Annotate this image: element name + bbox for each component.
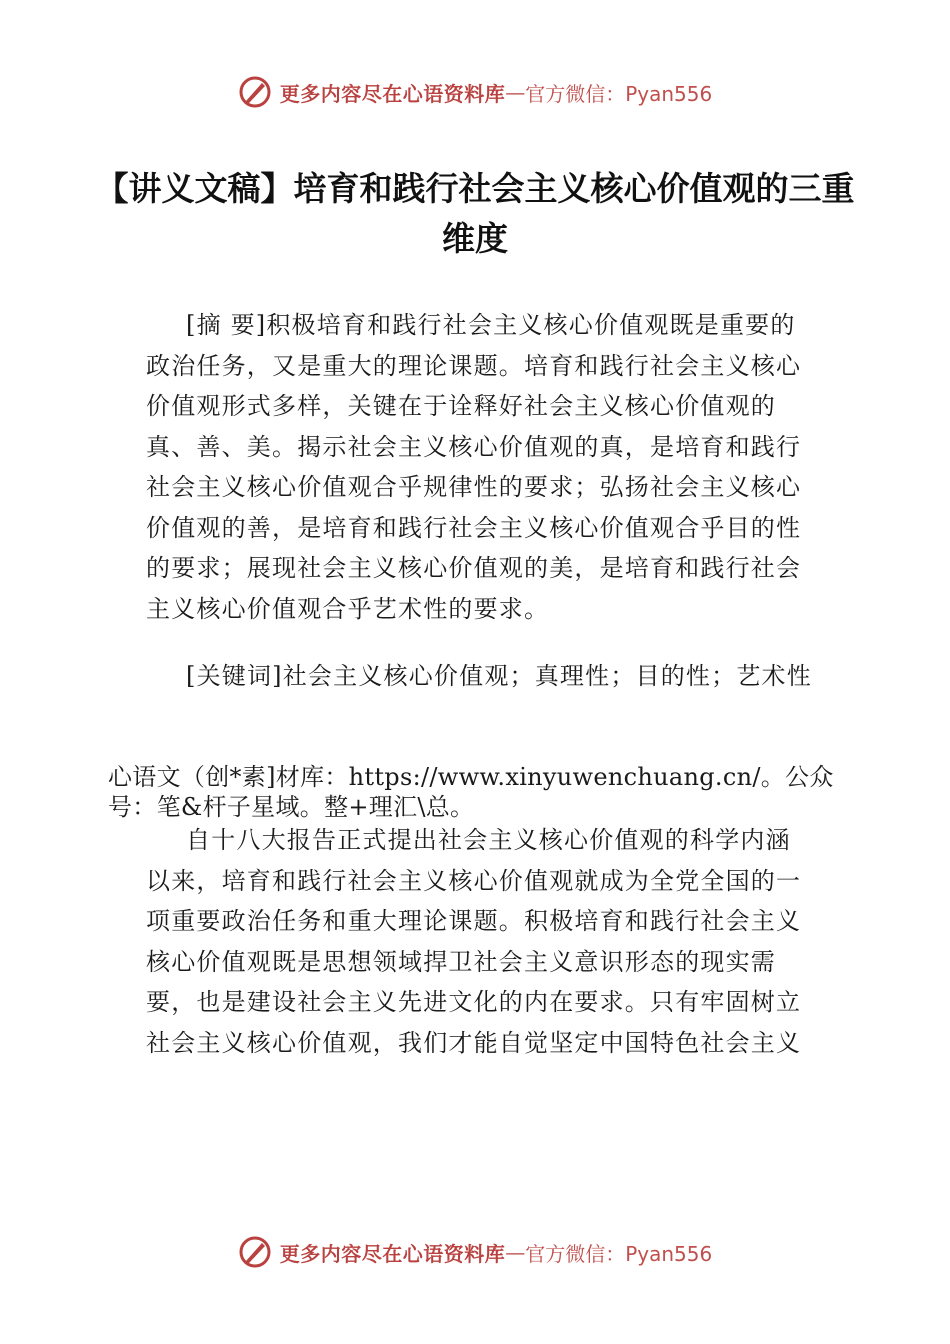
brush-logo-icon bbox=[238, 1235, 272, 1269]
body-text: 自十八大报告正式提出社会主义核心价值观的科学内涵以来，培育和践行社会主义核心价值观就成为全党全国的一项重要政治任务和重大理论课题。积极培育和践行社会主义核心价值观既是思想领域捍卫社会主义意识形态的现实需要，也是建设社会主义先进文化的内在要求。只有牢固树立社会主义核心价值观，我们才能自觉坚定中国特色社会主义 bbox=[146, 826, 802, 1057]
abstract-paragraph bbox=[146, 305, 812, 629]
banner-wechat: 官方微信：Pyan556 bbox=[525, 81, 713, 106]
abstract-text: 积极培育和践行社会主义核心价值观既是重要的政治任务，又是重大的理论课题。培育和践行社会主义核心价值观形式多样，关键在于诠释好社会主义核心价值观的真、善、美。揭示社会主义核心价值观的真，是培育和践行社会主义核心价值观合乎规律性的要求；弘扬社会主义核心价值观的善，是培育和践行社会主义核心价值观合乎目的性的要求；展现社会主义核心价值观的美，是培育和践行社会主义核心价值观合乎艺术性的要求。 bbox=[146, 311, 802, 623]
brush-logo-icon bbox=[238, 75, 272, 109]
abstract-label: [摘 要] bbox=[186, 311, 267, 339]
banner-wechat: 官方微信：Pyan556 bbox=[525, 1241, 713, 1266]
footer-banner bbox=[0, 1230, 950, 1274]
body-paragraph bbox=[146, 820, 812, 1063]
banner-separator: — bbox=[505, 80, 526, 104]
banner-text: 更多内容尽在心语资料库 bbox=[279, 81, 506, 106]
keywords-text: 社会主义核心价值观；真理性；目的性；艺术性 bbox=[282, 662, 812, 690]
source-note: 心语文（创*素]材库：https://www.xinyuwenchuang.cn/。公众号：笔&杆子星域。整+理汇\总。 bbox=[108, 763, 834, 821]
keywords-paragraph bbox=[146, 656, 812, 697]
keywords-label: [关键词] bbox=[186, 662, 283, 690]
document-title: 【讲义文稿】培育和践行社会主义核心价值观的三重维度 bbox=[95, 169, 855, 258]
banner-text: 更多内容尽在心语资料库 bbox=[279, 1241, 506, 1266]
header-banner bbox=[0, 70, 950, 114]
banner-separator: — bbox=[505, 1240, 526, 1264]
